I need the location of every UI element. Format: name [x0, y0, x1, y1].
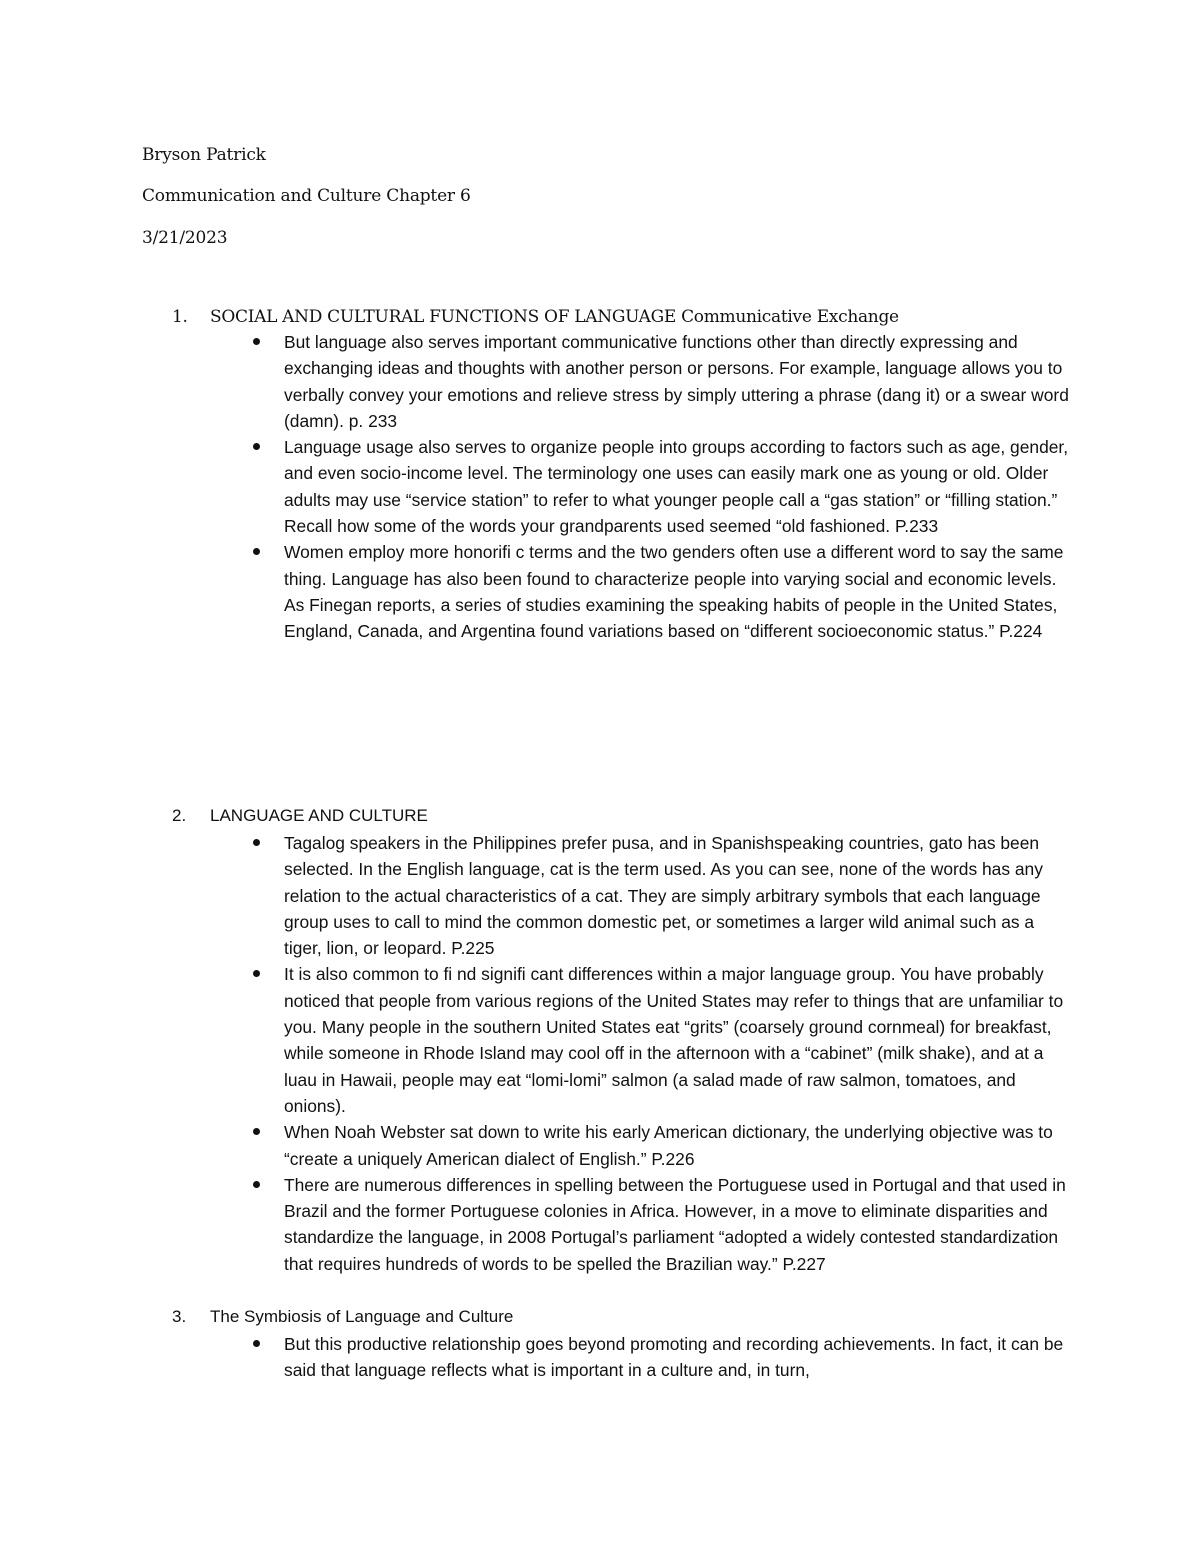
bullet-text: Women employ more honorifi c terms and the two genders often use a different word to say the same thing. Language has also been found to characterize people into varying social and economic levels. As Finegan reports, a series of studies examining the speaking habits of people in the United States, England, Canada, and Argentina found variations based on “different socioeconomic status.” P.224	[284, 542, 1064, 642]
section-heading-1	[172, 306, 899, 328]
bullet-icon	[253, 548, 260, 555]
bullet-text: There are numerous differences in spelling between the Portuguese used in Portugal and that used in Brazil and the former Portuguese colonies in Africa. However, in a move to eliminate disparities and standardize the language, in 2008 Portugal’s parliament “adopted a widely contested standardization that requires hundreds of words to be spelled the Brazilian way.” P.227	[284, 1174, 1066, 1274]
bullet-icon	[253, 839, 260, 846]
list-item	[246, 539, 1076, 644]
section-title: SOCIAL AND CULTURAL FUNCTIONS OF LANGUAGE Communicative Exchange	[210, 307, 899, 327]
list-item	[246, 434, 1076, 539]
list-item	[246, 1331, 1076, 1384]
bullet-text: When Noah Webster sat down to write his early American dictionary, the underlying objective was to “create a uniquely American dialect of English.” P.226	[284, 1122, 1053, 1169]
bullet-icon	[253, 338, 260, 345]
list-item	[246, 830, 1076, 961]
bullet-icon	[253, 1181, 260, 1188]
section-number: 3.	[172, 1307, 187, 1326]
course-title: Communication and Culture Chapter 6	[142, 186, 471, 206]
bullet-text: Tagalog speakers in the Philippines prefer pusa, and in Spanishspeaking countries, gato has been selected. In the English language, cat is the term used. As you can see, none of the words has any relation to the actual characteristics of a cat. They are simply arbitrary symbols that each language group uses to call to mind the common domestic pet, or sometimes a larger wild animal such as a tiger, lion, or leopard. P.225	[284, 833, 1043, 959]
section-1-bullets	[246, 329, 1076, 645]
document-date: 3/21/2023	[142, 228, 228, 248]
section-number: 2.	[172, 806, 187, 825]
bullet-text: Language usage also serves to organize people into groups according to factors such as age, gender, and even socio-income level. The terminology one uses can easily mark one as young or old. Older adults may use “service station” to refer to what younger people call a “gas station” or “filling station.” Recall how some of the words your grandparents used seemed “old fashioned. P.233	[284, 437, 1069, 537]
author-name: Bryson Patrick	[142, 145, 266, 165]
bullet-text: It is also common to fi nd signifi cant differences within a major language group. You have probably noticed that people from various regions of the United States may refer to things that are unfamiliar to you. Many people in the southern United States eat “grits” (coarsely ground cornmeal) for breakfast, while someone in Rhode Island may cool off in the afternoon with a “cabinet” (milk shake), and at a luau in Hawaii, people may eat “lomi-lomi” salmon (a salad made of raw salmon, tomatoes, and onions).	[284, 964, 1064, 1116]
section-title: LANGUAGE AND CULTURE	[210, 806, 428, 825]
bullet-icon	[253, 443, 260, 450]
section-3-bullets	[246, 1331, 1076, 1384]
section-heading-2	[172, 805, 428, 827]
list-item	[246, 1172, 1076, 1277]
list-item	[246, 1119, 1076, 1172]
list-item	[246, 961, 1076, 1119]
bullet-text: But this productive relationship goes beyond promoting and recording achievements. In fact, it can be said that language reflects what is important in a culture and, in turn,	[284, 1334, 1064, 1381]
bullet-icon	[253, 1340, 260, 1347]
bullet-icon	[253, 1128, 260, 1135]
section-number: 1.	[172, 307, 188, 327]
section-title: The Symbiosis of Language and Culture	[210, 1307, 514, 1326]
bullet-icon	[253, 970, 260, 977]
list-item	[246, 329, 1076, 434]
section-heading-3	[172, 1306, 513, 1328]
section-2-bullets	[246, 830, 1076, 1277]
bullet-text: But language also serves important communicative functions other than directly expressing and exchanging ideas and thoughts with another person or persons. For example, language allows you to verbally convey your emotions and relieve stress by simply uttering a phrase (dang it) or a swear word (damn). p. 233	[284, 332, 1069, 431]
